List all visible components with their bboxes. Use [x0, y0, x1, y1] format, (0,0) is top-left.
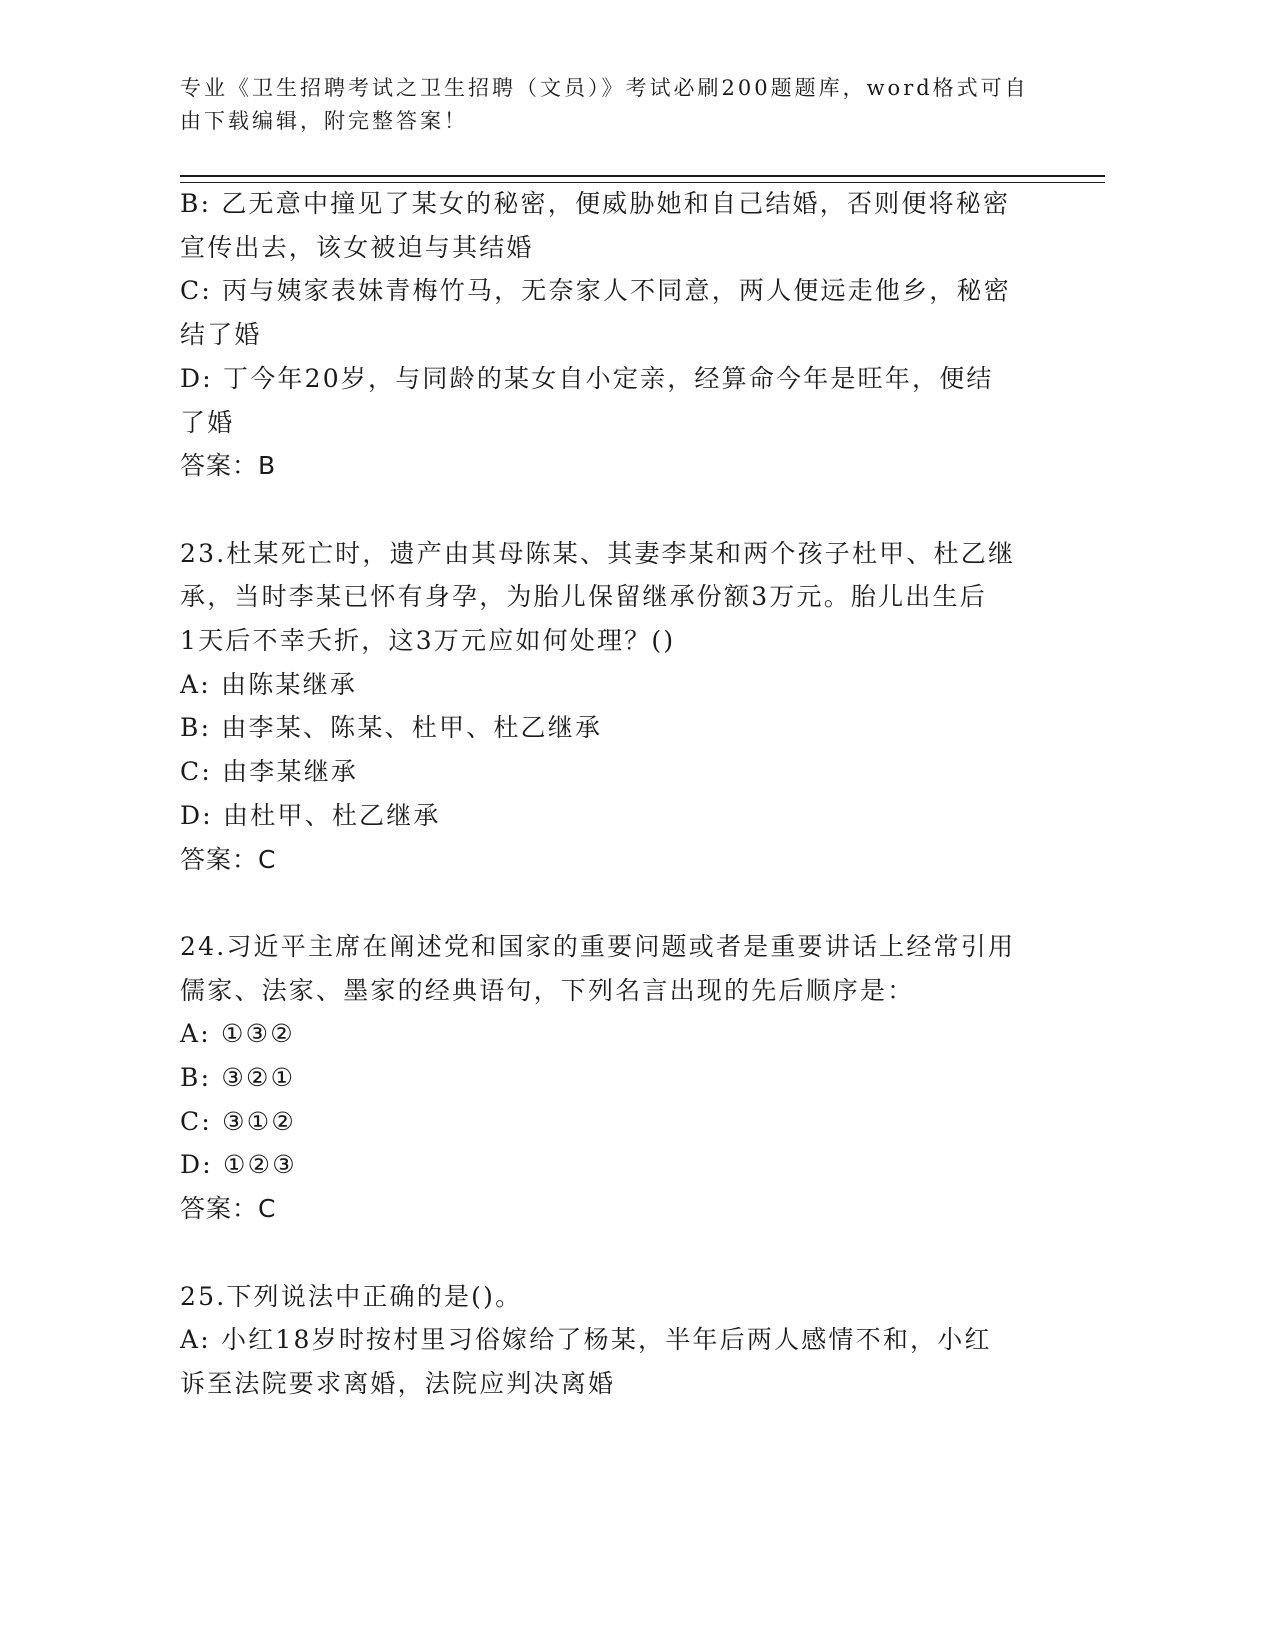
spacer — [180, 1231, 1060, 1275]
option-b: B: 由李某、陈某、杜甲、杜乙继承 — [180, 713, 603, 743]
question-25 — [180, 1275, 1060, 1406]
question-22-tail — [180, 182, 1060, 488]
answer: 答案：C — [180, 1194, 277, 1224]
option-d-line-1: D: 丁今年20岁，与同龄的某女自小定亲，经算命今年是旺年，便结 — [180, 363, 994, 393]
stem-line-2: 儒家、法家、墨家的经典语句，下列名言出现的先后顺序是： — [180, 975, 915, 1005]
option-d-line-2: 了婚 — [180, 407, 235, 437]
option-a: A: ①③② — [180, 1019, 295, 1049]
stem-line-1: 23.杜某死亡时，遗产由其母陈某、其妻李某和两个孩子杜甲、杜乙继 — [180, 538, 1016, 568]
header-line-1: 专业《卫生招聘考试之卫生招聘（文员）》考试必刷200题题库，word格式可自 — [180, 76, 1029, 100]
option-a-line-2: 诉至法院要求离婚，法院应判决离婚 — [180, 1368, 616, 1398]
option-d: D: 由杜甲、杜乙继承 — [180, 800, 441, 830]
option-c-line-2: 结了婚 — [180, 320, 262, 350]
option-c: C: 由李某继承 — [180, 757, 359, 787]
document-body — [180, 182, 1060, 1406]
option-b-line-1: B: 乙无意中撞见了某女的秘密，便威胁她和自己结婚，否则便将秘密 — [180, 189, 1011, 218]
spacer — [180, 488, 1060, 532]
stem-line-1: 24.习近平主席在阐述党和国家的重要问题或者是重要讲话上经常引用 — [180, 931, 1016, 961]
stem: 25.下列说法中正确的是()。 — [180, 1281, 523, 1311]
question-23 — [180, 532, 1060, 882]
answer: 答案：C — [180, 844, 277, 874]
spacer — [180, 881, 1060, 925]
option-d: D: ①②③ — [180, 1150, 297, 1180]
option-c-line-1: C: 丙与姨家表妹青梅竹马，无奈家人不同意，两人便远走他乡，秘密 — [180, 276, 1011, 306]
stem-line-2: 承，当时李某已怀有身孕，为胎儿保留继承份额3万元。胎儿出生后 — [180, 582, 987, 612]
answer: 答案：B — [180, 451, 277, 481]
option-b-line-2: 宣传出去，该女被迫与其结婚 — [180, 232, 534, 262]
option-b: B: ③②① — [180, 1063, 296, 1093]
document-header — [180, 72, 1050, 138]
header-line-2: 由下载编辑，附完整答案！ — [180, 109, 468, 133]
option-a: A: 由陈某继承 — [180, 669, 358, 699]
stem-line-3: 1天后不幸夭折，这3万元应如何处理？() — [180, 626, 676, 656]
question-24 — [180, 925, 1060, 1231]
option-c: C: ③①② — [180, 1106, 296, 1136]
option-a-line-1: A: 小红18岁时按村里习俗嫁给了杨某，半年后两人感情不和，小红 — [180, 1325, 992, 1355]
